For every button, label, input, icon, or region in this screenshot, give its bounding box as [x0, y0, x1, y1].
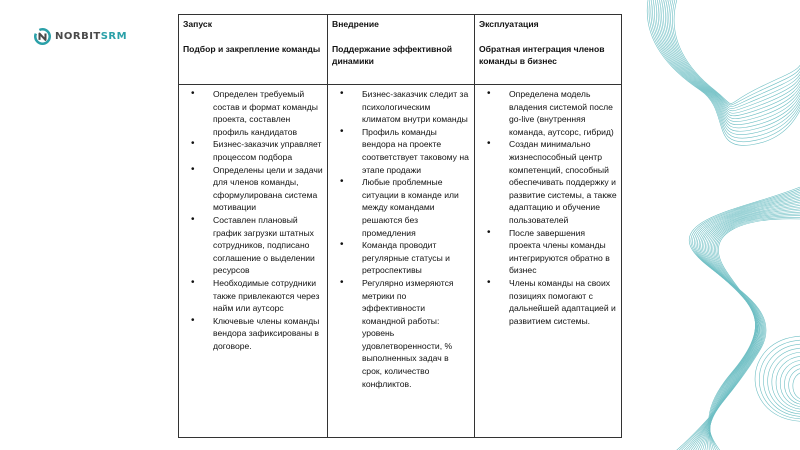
norbitsrm-logo [34, 28, 127, 45]
table-body-row [179, 85, 622, 438]
list-item: • Необходимые сотрудники также привлекаются через найм или аутсорс [213, 277, 323, 315]
list-item: • Бизнес-заказчик управляет процессом подбора [213, 138, 323, 163]
phase-goal: Поддержание эффективной динамики [332, 43, 453, 67]
list-item: • Создан минимально жизнеспособный центр компетенций, способный обеспечивать поддержку и развитие системы, а также адаптацию и обучение пользователей [509, 138, 617, 226]
operation-list [479, 88, 617, 327]
logo-text [55, 31, 127, 42]
header-launch [179, 15, 328, 85]
wave-line [665, 0, 800, 113]
launch-cell [179, 85, 328, 438]
list-item: • Бизнес-заказчик следит за психологическим климатом внутри команды [362, 88, 470, 126]
phase-title: Запуск [183, 19, 212, 29]
header-operation [475, 15, 622, 85]
wave-line [667, 0, 800, 111]
list-item: • Ключевые члены команды вендора зафиксированы в договоре. [213, 315, 323, 353]
list-item: • После завершения проекта члены команды интегрируются обратно в бизнес [509, 227, 617, 277]
wave-line [763, 344, 800, 417]
implementation-cell [328, 85, 475, 438]
wave-line [789, 368, 800, 402]
table-header-row [179, 15, 622, 85]
wave-line [784, 364, 800, 405]
logo-brand-suffix: SRM [100, 31, 128, 42]
list-item: • Любые проблемные ситуации в команде или между командами решаются без промедления [362, 176, 470, 239]
wave-line [780, 360, 800, 407]
decorative-waves [640, 0, 800, 450]
wave-line [709, 219, 800, 450]
list-item: • Определена модель владения системой после go-live (внутренняя команда, аутсорс, гибрид) [509, 88, 617, 138]
operation-cell [475, 85, 622, 438]
wave-line [672, 0, 800, 105]
wave-line [663, 0, 800, 116]
phases-table [178, 14, 622, 438]
phase-title: Внедрение [332, 19, 379, 29]
logo-n-icon [34, 28, 51, 45]
header-implementation [328, 15, 475, 85]
implementation-list [332, 88, 470, 390]
list-item: • Определены цели и задачи для членов команды, сформулирована система мотивации [213, 164, 323, 214]
list-item: • Составлен плановый график загрузки штатных сотрудников, подписано соглашение о выделении ресурсов [213, 214, 323, 277]
wave-line [702, 207, 800, 450]
wave-line [669, 0, 800, 109]
phase-goal: Обратная интеграция членов команды в бизнес [479, 43, 605, 67]
list-item: • Определен требуемый состав и формат команды проекта, составлен профиль кандидатов [213, 88, 323, 138]
wave-line [654, 0, 800, 131]
wave-line [793, 372, 800, 400]
phase-title: Эксплуатация [479, 19, 539, 29]
phase-goal: Подбор и закрепление команды [183, 43, 321, 54]
logo-brand-prefix: NORBIT [55, 31, 101, 42]
wave-line [647, 0, 800, 145]
wave-line [674, 0, 800, 104]
launch-list [183, 88, 323, 352]
wave-line [671, 0, 800, 107]
wave-line [708, 210, 800, 450]
list-item: • Профиль команды вендора на проекте соответствует таковому на этапе продажи [362, 126, 470, 176]
list-item: • Регулярно измеряются метрики по эффективности командной работы: уровень удовлетворенности, % выполненных задач в срок, количество конфликтов. [362, 277, 470, 390]
list-item: • Команда проводит регулярные статусы и ретроспективы [362, 239, 470, 277]
list-item: • Члены команды на своих позициях помогают с дальнейшей адаптацией и развитием системы. [509, 277, 617, 327]
